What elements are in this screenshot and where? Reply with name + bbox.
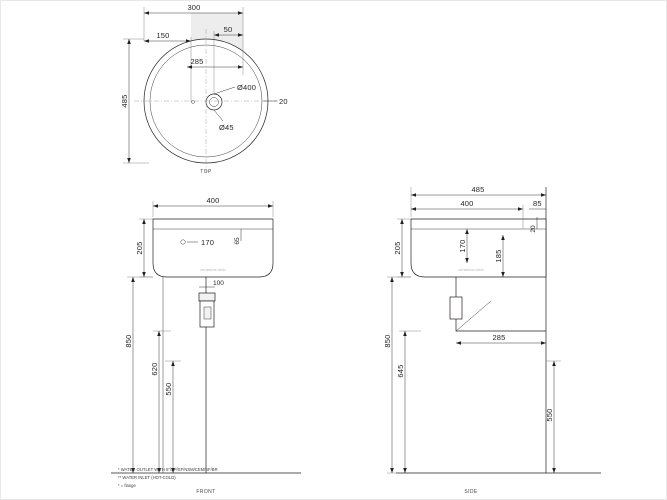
dim-front-400: 400 bbox=[206, 196, 220, 205]
dim-front-205: 205 bbox=[135, 241, 144, 255]
dim-front-850: 850 bbox=[124, 334, 133, 348]
note-water-outlet: * WATER OUTLET WITH 5"/SP/SF/NSM/CEM/SF/BR bbox=[118, 467, 218, 472]
side-dim-400-arrow-left bbox=[411, 207, 416, 211]
front-dim-205-arrow-bottom bbox=[142, 272, 146, 277]
front-trap-body bbox=[199, 293, 215, 301]
side-dim-285-arrow-right bbox=[541, 341, 546, 345]
dim-side-550: 550 bbox=[545, 408, 554, 422]
view-label-front: FRONT bbox=[196, 489, 216, 495]
top-dim-300-arrow-left bbox=[144, 11, 149, 15]
front-view-group bbox=[111, 196, 301, 495]
dim-side-205: 205 bbox=[393, 241, 402, 255]
dim-top-width-300: 300 bbox=[187, 3, 201, 12]
dim-top-20: 20 bbox=[279, 97, 288, 106]
top-view-group bbox=[120, 3, 288, 175]
front-dim-550-arrow-top bbox=[171, 361, 175, 366]
side-dim-485-arrow-left bbox=[411, 193, 416, 197]
side-dim-205-arrow-top bbox=[400, 219, 404, 224]
dim-top-150: 150 bbox=[156, 31, 170, 40]
side-dim-645-arrow-top bbox=[403, 331, 407, 336]
front-dim-205-arrow-top bbox=[142, 219, 146, 224]
wm-side: ceramica cielo bbox=[458, 267, 484, 272]
front-dim-400-arrow-left bbox=[153, 204, 158, 208]
dim-front-550: 550 bbox=[164, 382, 173, 396]
top-dim-485-arrow-top bbox=[127, 39, 131, 44]
dim-side-285: 285 bbox=[492, 333, 506, 342]
side-trap-body bbox=[450, 297, 462, 319]
note-flange: * = flange bbox=[118, 483, 136, 488]
dim-top-dia-400: Ø400 bbox=[237, 83, 257, 92]
dim-front-170: 170 bbox=[201, 238, 215, 247]
side-dim-550-arrow-bottom bbox=[552, 468, 556, 473]
dim-side-185: 185 bbox=[494, 249, 503, 263]
dim-front-100: 100 bbox=[213, 280, 224, 287]
side-dim-285-arrow-left bbox=[456, 341, 461, 345]
top-dim-485-arrow-bottom bbox=[127, 158, 131, 163]
view-label-side: SIDE bbox=[464, 489, 478, 495]
dim-side-400: 400 bbox=[460, 199, 474, 208]
side-dim-850-arrow-top bbox=[390, 277, 394, 282]
dim-side-85: 85 bbox=[533, 199, 542, 208]
dim-top-285: 285 bbox=[190, 57, 204, 66]
wm-front: ceramica cielo bbox=[200, 267, 226, 272]
dim-front-620: 620 bbox=[150, 362, 159, 376]
front-dim-400-arrow-right bbox=[268, 204, 273, 208]
dim-side-850: 850 bbox=[383, 334, 392, 348]
side-dim-400-arrow-right bbox=[518, 207, 523, 211]
dim-side-170: 170 bbox=[458, 239, 467, 253]
side-dim-205-arrow-bottom bbox=[400, 272, 404, 277]
front-dim-850-arrow-top bbox=[131, 277, 135, 282]
side-dim-550-arrow-top bbox=[552, 361, 556, 366]
dim-front-65: 65 bbox=[234, 237, 241, 245]
side-dim-485-arrow-right bbox=[541, 193, 546, 197]
side-view-group bbox=[383, 185, 601, 495]
view-label-top: TOP bbox=[200, 169, 212, 175]
dim-top-height-485: 485 bbox=[120, 94, 129, 108]
side-dim-850-arrow-bottom bbox=[390, 468, 394, 473]
side-waste-to-wall bbox=[456, 319, 546, 331]
drawing-canvas bbox=[1, 1, 667, 500]
front-trap-detail bbox=[204, 307, 211, 319]
dim-side-645: 645 bbox=[396, 364, 405, 378]
front-dim-620-arrow-top bbox=[157, 331, 161, 336]
note-water-inlet: ** WATER INLET (HOT-COLD) bbox=[118, 475, 176, 480]
dim-top-dia-45: Ø45 bbox=[219, 123, 234, 132]
dim-top-50: 50 bbox=[223, 25, 233, 34]
dim-side-20: 20 bbox=[530, 225, 537, 233]
dim-side-485: 485 bbox=[471, 185, 485, 194]
side-dim-645-arrow-bottom bbox=[403, 468, 407, 473]
top-dim-150-arrow-left bbox=[144, 39, 149, 43]
